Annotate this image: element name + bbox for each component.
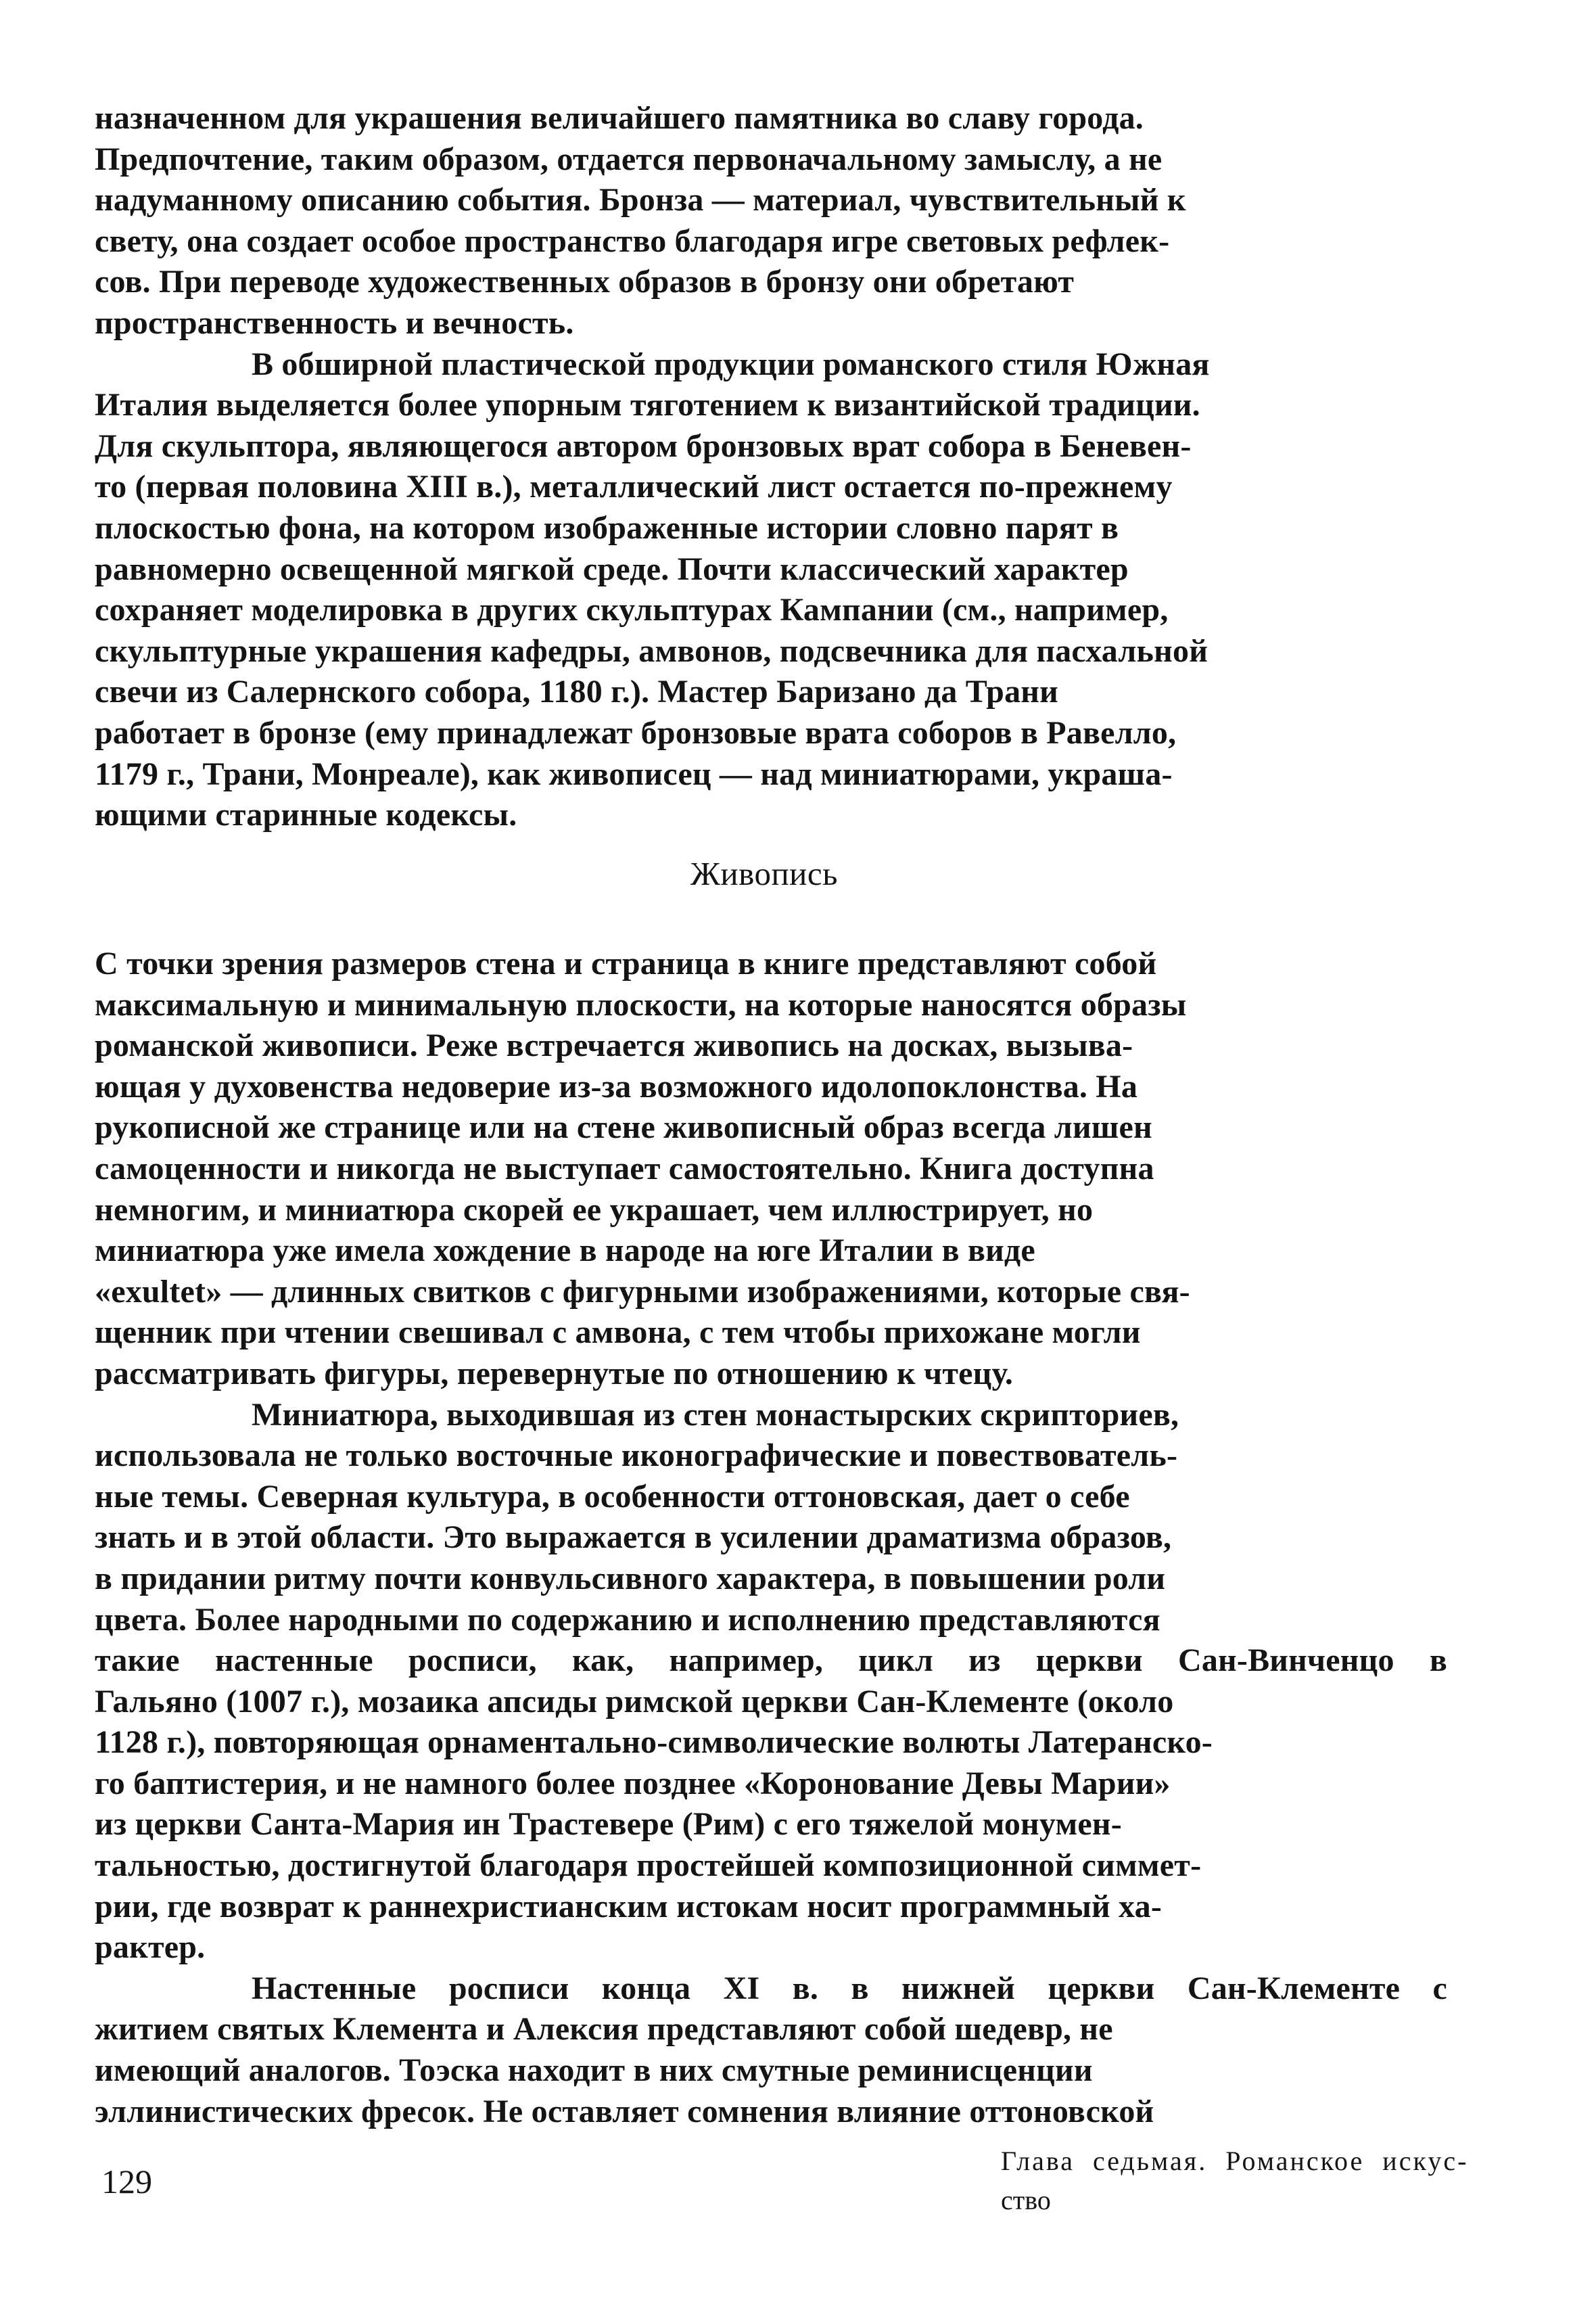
text-line: го баптистерия, и не намного более позднее «Коронование Девы Марии» xyxy=(95,1765,1171,1801)
text-line: ные темы. Северная культура, в особенности оттоновская, дает о себе xyxy=(95,1478,1130,1515)
text-block-top xyxy=(95,98,1447,836)
text-line: тальностью, достигнутой благодаря простейшей композиционной симмет- xyxy=(95,1847,1202,1884)
text-line: эллинистических фресок. Не оставляет сомнения влияние оттоновской xyxy=(95,2093,1154,2129)
running-title-line: Глава седьмая. Романское искус- xyxy=(1001,2146,1469,2176)
page-number: 129 xyxy=(101,2163,152,2200)
text-line: использовала не только восточные иконографические и повествователь- xyxy=(95,1437,1178,1474)
text-line: Гальяно (1007 г.), мозаика апсиды римской церкви Сан-Клементе (около xyxy=(95,1683,1174,1720)
text-line: щенник при чтении свешивал с амвона, с тем чтобы прихожане могли xyxy=(95,1314,1141,1351)
text-line: «exultet» — длинных свитков с фигурными изображениями, которые свя- xyxy=(95,1273,1190,1310)
text-line: плоскостью фона, на котором изображенные истории словно парят в xyxy=(95,509,1119,546)
text-line: назначенном для украшения величайшего памятника во славу города. xyxy=(95,100,1144,136)
running-title-line: ство xyxy=(1001,2185,1051,2215)
text-line: 1128 г.), повторяющая орнаментально-символические волюты Латеранско- xyxy=(95,1724,1213,1761)
text-line: цвета. Более народными по содержанию и исполнению представляются xyxy=(95,1601,1160,1638)
text-line: пространственность и вечность. xyxy=(95,304,574,341)
text-line: сохраняет моделировка в других скульптурах Кампании (см., например, xyxy=(95,592,1169,628)
text-line: Предпочтение, таким образом, отдается первоначальному замыслу, а не xyxy=(95,141,1163,177)
text-line: работает в бронзе (ему принадлежат бронзовые врата соборов в Равелло, xyxy=(95,714,1177,751)
text-line: надуманному описанию события. Бронза — материал, чувствительный к xyxy=(95,182,1186,218)
text-line: 1179 г., Трани, Монреале), как живописец — над миниатюрами, украша- xyxy=(95,756,1173,792)
text-line: имеющий аналогов. Тоэска находит в них смутные реминисценции xyxy=(95,2052,1093,2089)
text-line: рассматривать фигуры, перевернутые по отношению к чтецу. xyxy=(95,1355,1014,1391)
text-line: Италия выделяется более упорным тяготением к византийской традиции. xyxy=(95,387,1200,423)
text-line: ющая у духовенства недоверие из-за возможного идолопоклонства. На xyxy=(95,1068,1138,1105)
text-line: немногим, и миниатюра скорей ее украшает, чем иллюстрирует, но xyxy=(95,1191,1094,1228)
text-line: рии, где возврат к раннехристианским истокам носит программный ха- xyxy=(95,1888,1163,1924)
text-line: максимальную и минимальную плоскости, на которые наносятся образы xyxy=(95,986,1187,1023)
text-line: свечи из Салернского собора, 1180 г.). Мастер Баризано да Трани xyxy=(95,674,1058,710)
text-block-main xyxy=(95,944,1447,2132)
text-line: романской живописи. Реже встречается живопись на досках, вызыва- xyxy=(95,1028,1133,1064)
running-title xyxy=(1001,2142,1515,2220)
text-line: из церкви Санта-Мария ин Трастевере (Рим) с его тяжелой монумен- xyxy=(95,1806,1122,1843)
text-line: в придании ритму почти конвульсивного характера, в повышении роли xyxy=(95,1560,1166,1596)
text-line: свету, она создает особое пространство благодаря игре световых рефлек- xyxy=(95,223,1170,259)
text-line: В обширной пластической продукции романского стиля Южная xyxy=(252,346,1210,382)
text-line: то (первая половина XIII в.), металлический лист остается по-прежнему xyxy=(95,469,1173,505)
text-line: равномерно освещенной мягкой среде. Почти классический характер xyxy=(95,551,1129,587)
text-line: миниатюра уже имела хождение в народе на юге Италии в виде xyxy=(95,1232,1035,1269)
text-line: рукописной же странице или на стене живописный образ всегда лишен xyxy=(95,1109,1152,1146)
text-line: ющими старинные кодексы. xyxy=(95,797,517,833)
text-line: житием святых Клемента и Алексия представляют собой шедевр, не xyxy=(95,2011,1113,2048)
text-line: такие настенные росписи, как, например, цикл из церкви Сан-Винченцо в xyxy=(95,1642,1447,1679)
section-heading: Живопись xyxy=(690,855,838,892)
text-line: рактер. xyxy=(95,1929,206,1966)
text-line: Настенные росписи конца XI в. в нижней церкви Сан-Клементе с xyxy=(252,1970,1448,2006)
text-line: С точки зрения размеров стена и страница в книге представляют собой xyxy=(95,946,1157,982)
text-line: скульптурные украшения кафедры, амвонов, подсвечника для пасхальной xyxy=(95,632,1208,669)
text-line: Миниатюра, выходившая из стен монастырских скрипториев, xyxy=(252,1396,1179,1433)
text-line: знать и в этой области. Это выражается в усилении драматизма образов, xyxy=(95,1519,1172,1556)
text-line: Для скульптора, являющегося автором бронзовых врат собора в Беневен- xyxy=(95,428,1192,464)
text-line: самоценности и никогда не выступает самостоятельно. Книга доступна xyxy=(95,1150,1154,1186)
text-line: сов. При переводе художественных образов в бронзу они обретают xyxy=(95,264,1075,300)
